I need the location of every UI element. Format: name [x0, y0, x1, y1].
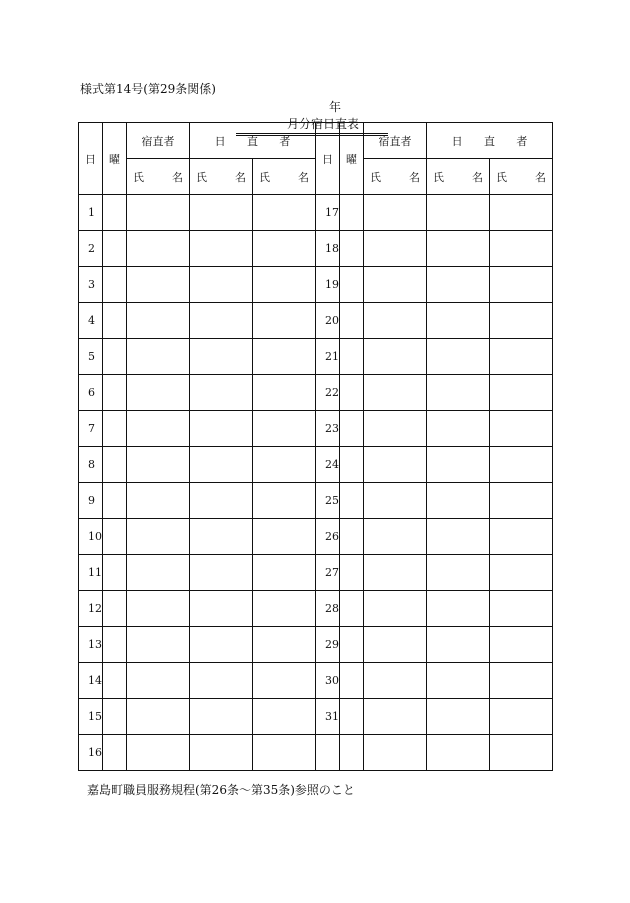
day-duty-name-cell-right[interactable] — [490, 663, 553, 699]
name-header: 氏 名 — [190, 159, 253, 195]
day-number-left: 2 — [79, 231, 103, 267]
weekday-cell-right[interactable] — [340, 591, 364, 627]
day-duty-char: 直 — [246, 134, 258, 148]
day-number-left: 7 — [79, 411, 103, 447]
day-duty-name-cell-left[interactable] — [253, 555, 316, 591]
day-duty-name-cell-right[interactable] — [490, 303, 553, 339]
day-number-left: 16 — [79, 735, 103, 771]
night-duty-name-cell-left[interactable] — [127, 195, 190, 231]
weekday-cell-left[interactable] — [103, 339, 127, 375]
day-duty-name-cell-right[interactable] — [490, 555, 553, 591]
night-duty-name-cell-right[interactable] — [364, 339, 427, 375]
day-duty-name-cell-left[interactable] — [253, 591, 316, 627]
night-duty-name-cell-right[interactable] — [364, 519, 427, 555]
day-duty-name-cell-right[interactable] — [427, 375, 490, 411]
day-number-right: 21 — [316, 339, 340, 375]
day-duty-name-cell-right[interactable] — [490, 519, 553, 555]
weekday-cell-right[interactable] — [340, 735, 364, 771]
header-day-duty-right — [427, 123, 553, 159]
weekday-cell-right[interactable] — [340, 195, 364, 231]
form-number-label: 様式第14号(第29条関係) — [80, 82, 216, 96]
night-duty-name-cell-right[interactable] — [364, 483, 427, 519]
day-duty-name-cell-right[interactable] — [427, 699, 490, 735]
day-duty-name-cell-left[interactable] — [253, 519, 316, 555]
day-duty-name-cell-left[interactable] — [190, 699, 253, 735]
table-row — [79, 447, 553, 483]
night-duty-name-cell-left[interactable] — [127, 483, 190, 519]
day-duty-name-cell-right[interactable] — [490, 483, 553, 519]
night-duty-name-cell-right[interactable] — [364, 231, 427, 267]
day-duty-name-cell-right[interactable] — [490, 627, 553, 663]
day-number-left: 4 — [79, 303, 103, 339]
night-duty-name-cell-right[interactable] — [364, 591, 427, 627]
table-row — [79, 267, 553, 303]
day-duty-name-cell-left[interactable] — [253, 267, 316, 303]
table-row — [79, 231, 553, 267]
day-duty-name-cell-left[interactable] — [190, 483, 253, 519]
weekday-cell-right[interactable] — [340, 339, 364, 375]
day-number-right: 22 — [316, 375, 340, 411]
night-duty-name-cell-right[interactable] — [364, 411, 427, 447]
weekday-cell-left[interactable] — [103, 735, 127, 771]
day-duty-name-cell-left[interactable] — [190, 267, 253, 303]
table-row — [79, 375, 553, 411]
day-duty-name-cell-right[interactable] — [427, 411, 490, 447]
day-duty-name-cell-left[interactable] — [253, 231, 316, 267]
day-duty-name-cell-left[interactable] — [190, 375, 253, 411]
header-night-duty-right: 宿直者 — [364, 123, 427, 159]
night-duty-name-cell-left[interactable] — [127, 411, 190, 447]
day-number-left: 9 — [79, 483, 103, 519]
footer-note: 嘉島町職員服務規程(第26条〜第35条)参照のこと — [87, 783, 355, 797]
day-number-right: 23 — [316, 411, 340, 447]
weekday-cell-left[interactable] — [103, 267, 127, 303]
day-number-left: 6 — [79, 375, 103, 411]
table-row — [79, 195, 553, 231]
weekday-cell-left[interactable] — [103, 411, 127, 447]
day-duty-name-cell-right[interactable] — [427, 663, 490, 699]
night-duty-name-cell-right[interactable] — [364, 375, 427, 411]
night-duty-name-cell-right[interactable] — [364, 195, 427, 231]
header-day-right: 日 — [316, 123, 340, 195]
night-duty-name-cell-left[interactable] — [127, 519, 190, 555]
weekday-cell-left[interactable] — [103, 627, 127, 663]
table-row — [79, 303, 553, 339]
name-header: 氏 名 — [364, 159, 427, 195]
day-duty-name-cell-right[interactable] — [490, 411, 553, 447]
weekday-cell-right[interactable] — [340, 375, 364, 411]
day-duty-name-cell-left[interactable] — [190, 411, 253, 447]
weekday-cell-left[interactable] — [103, 699, 127, 735]
day-duty-name-cell-right[interactable] — [490, 267, 553, 303]
night-duty-name-cell-left[interactable] — [127, 375, 190, 411]
day-number-right: 19 — [316, 267, 340, 303]
day-duty-name-cell-left[interactable] — [253, 339, 316, 375]
day-duty-name-cell-right[interactable] — [427, 447, 490, 483]
weekday-cell-left[interactable] — [103, 231, 127, 267]
day-duty-name-cell-right[interactable] — [490, 699, 553, 735]
night-duty-name-cell-right[interactable] — [364, 555, 427, 591]
day-number-right: 28 — [316, 591, 340, 627]
day-number-right: 31 — [316, 699, 340, 735]
day-duty-name-cell-left[interactable] — [253, 195, 316, 231]
day-duty-name-cell-right[interactable] — [490, 375, 553, 411]
night-duty-name-cell-left[interactable] — [127, 231, 190, 267]
table-row — [79, 519, 553, 555]
night-duty-name-cell-left[interactable] — [127, 555, 190, 591]
weekday-cell-left[interactable] — [103, 375, 127, 411]
weekday-cell-right[interactable] — [340, 267, 364, 303]
day-number-right: 24 — [316, 447, 340, 483]
title-year: 年 — [328, 100, 341, 114]
table-row — [79, 483, 553, 519]
day-number-left: 11 — [79, 555, 103, 591]
day-duty-name-cell-right[interactable] — [490, 591, 553, 627]
day-duty-char: 者 — [279, 134, 291, 148]
day-duty-name-cell-left[interactable] — [190, 627, 253, 663]
weekday-cell-left[interactable] — [103, 663, 127, 699]
day-duty-name-cell-left[interactable] — [253, 483, 316, 519]
weekday-cell-left[interactable] — [103, 555, 127, 591]
day-duty-char: 日 — [214, 134, 226, 148]
day-number-left: 12 — [79, 591, 103, 627]
day-duty-name-cell-left[interactable] — [253, 447, 316, 483]
night-duty-name-cell-left[interactable] — [127, 591, 190, 627]
day-number-left: 1 — [79, 195, 103, 231]
day-duty-name-cell-right[interactable] — [427, 519, 490, 555]
night-duty-name-cell-right[interactable] — [364, 735, 427, 771]
day-duty-name-cell-left[interactable] — [190, 303, 253, 339]
weekday-cell-right[interactable] — [340, 663, 364, 699]
table-row — [79, 663, 553, 699]
day-duty-name-cell-right[interactable] — [490, 231, 553, 267]
day-duty-name-cell-right[interactable] — [427, 555, 490, 591]
weekday-cell-right[interactable] — [340, 411, 364, 447]
weekday-cell-left[interactable] — [103, 483, 127, 519]
weekday-cell-right[interactable] — [340, 483, 364, 519]
table-row — [79, 627, 553, 663]
weekday-cell-right[interactable] — [340, 555, 364, 591]
day-number-left: 10 — [79, 519, 103, 555]
name-header: 氏 名 — [427, 159, 490, 195]
day-duty-name-cell-right[interactable] — [427, 735, 490, 771]
night-duty-name-cell-right[interactable] — [364, 267, 427, 303]
day-duty-name-cell-right[interactable] — [490, 339, 553, 375]
day-duty-name-cell-right[interactable] — [427, 267, 490, 303]
weekday-cell-left[interactable] — [103, 303, 127, 339]
night-duty-name-cell-right[interactable] — [364, 663, 427, 699]
weekday-cell-right[interactable] — [340, 447, 364, 483]
day-duty-name-cell-left[interactable] — [190, 339, 253, 375]
weekday-cell-right[interactable] — [340, 699, 364, 735]
day-number-right: 20 — [316, 303, 340, 339]
day-number-left: 8 — [79, 447, 103, 483]
day-duty-name-cell-left[interactable] — [253, 735, 316, 771]
day-number-right: 26 — [316, 519, 340, 555]
day-duty-name-cell-right[interactable] — [427, 231, 490, 267]
day-duty-char: 直 — [483, 134, 495, 148]
day-duty-name-cell-right[interactable] — [427, 195, 490, 231]
header-weekday-left: 曜 — [103, 123, 127, 195]
day-duty-name-cell-left[interactable] — [190, 519, 253, 555]
night-duty-name-cell-left[interactable] — [127, 267, 190, 303]
weekday-cell-left[interactable] — [103, 195, 127, 231]
day-duty-name-cell-left[interactable] — [253, 663, 316, 699]
night-duty-name-cell-right[interactable] — [364, 699, 427, 735]
night-duty-name-cell-left[interactable] — [127, 339, 190, 375]
day-duty-name-cell-left[interactable] — [253, 411, 316, 447]
day-number-right: 17 — [316, 195, 340, 231]
header-weekday-right: 曜 — [340, 123, 364, 195]
day-number-left: 14 — [79, 663, 103, 699]
name-header: 氏 名 — [490, 159, 553, 195]
night-duty-name-cell-left[interactable] — [127, 735, 190, 771]
day-number-left: 5 — [79, 339, 103, 375]
day-duty-name-cell-left[interactable] — [253, 699, 316, 735]
title-month-rest: 月分宿日直表 — [286, 117, 359, 131]
day-number-right: 29 — [316, 627, 340, 663]
header-night-duty-left: 宿直者 — [127, 123, 190, 159]
night-duty-name-cell-left[interactable] — [127, 699, 190, 735]
night-duty-name-cell-right[interactable] — [364, 627, 427, 663]
name-header: 氏 名 — [253, 159, 316, 195]
day-duty-name-cell-right[interactable] — [427, 339, 490, 375]
table-row — [79, 555, 553, 591]
day-duty-name-cell-right[interactable] — [490, 195, 553, 231]
table-row — [79, 339, 553, 375]
day-duty-name-cell-left[interactable] — [190, 231, 253, 267]
night-duty-name-cell-left[interactable] — [127, 627, 190, 663]
day-number-left: 3 — [79, 267, 103, 303]
header-day-duty-left — [190, 123, 316, 159]
day-duty-name-cell-left[interactable] — [190, 555, 253, 591]
day-duty-name-cell-right[interactable] — [427, 591, 490, 627]
day-duty-name-cell-left[interactable] — [190, 447, 253, 483]
day-duty-name-cell-left[interactable] — [253, 375, 316, 411]
day-duty-name-cell-left[interactable] — [253, 627, 316, 663]
weekday-cell-right[interactable] — [340, 303, 364, 339]
day-number-left: 15 — [79, 699, 103, 735]
night-duty-name-cell-left[interactable] — [127, 303, 190, 339]
day-duty-char: 者 — [516, 134, 528, 148]
day-number-right: 30 — [316, 663, 340, 699]
night-duty-name-cell-left[interactable] — [127, 447, 190, 483]
weekday-cell-right[interactable] — [340, 231, 364, 267]
day-number-right — [316, 735, 340, 771]
table-row — [79, 735, 553, 771]
day-duty-name-cell-left[interactable] — [190, 663, 253, 699]
day-number-right: 25 — [316, 483, 340, 519]
name-header: 氏 名 — [127, 159, 190, 195]
night-duty-name-cell-left[interactable] — [127, 663, 190, 699]
day-duty-name-cell-right[interactable] — [490, 735, 553, 771]
header-day-left: 日 — [79, 123, 103, 195]
day-duty-char: 日 — [451, 134, 463, 148]
table-row — [79, 411, 553, 447]
duty-table — [78, 122, 553, 771]
day-number-right: 18 — [316, 231, 340, 267]
weekday-cell-right[interactable] — [340, 627, 364, 663]
weekday-cell-left[interactable] — [103, 447, 127, 483]
weekday-cell-right[interactable] — [340, 519, 364, 555]
day-duty-name-cell-right[interactable] — [427, 303, 490, 339]
table-row — [79, 591, 553, 627]
day-duty-name-cell-left[interactable] — [253, 303, 316, 339]
day-number-right: 27 — [316, 555, 340, 591]
day-duty-name-cell-left[interactable] — [190, 591, 253, 627]
table-row — [79, 699, 553, 735]
night-duty-name-cell-right[interactable] — [364, 447, 427, 483]
day-duty-name-cell-right[interactable] — [427, 627, 490, 663]
day-duty-name-cell-right[interactable] — [427, 483, 490, 519]
header-row-1 — [79, 123, 553, 159]
day-number-left: 13 — [79, 627, 103, 663]
day-duty-name-cell-left[interactable] — [190, 735, 253, 771]
weekday-cell-left[interactable] — [103, 591, 127, 627]
day-duty-name-cell-left[interactable] — [190, 195, 253, 231]
day-duty-name-cell-right[interactable] — [490, 447, 553, 483]
night-duty-name-cell-right[interactable] — [364, 303, 427, 339]
weekday-cell-left[interactable] — [103, 519, 127, 555]
